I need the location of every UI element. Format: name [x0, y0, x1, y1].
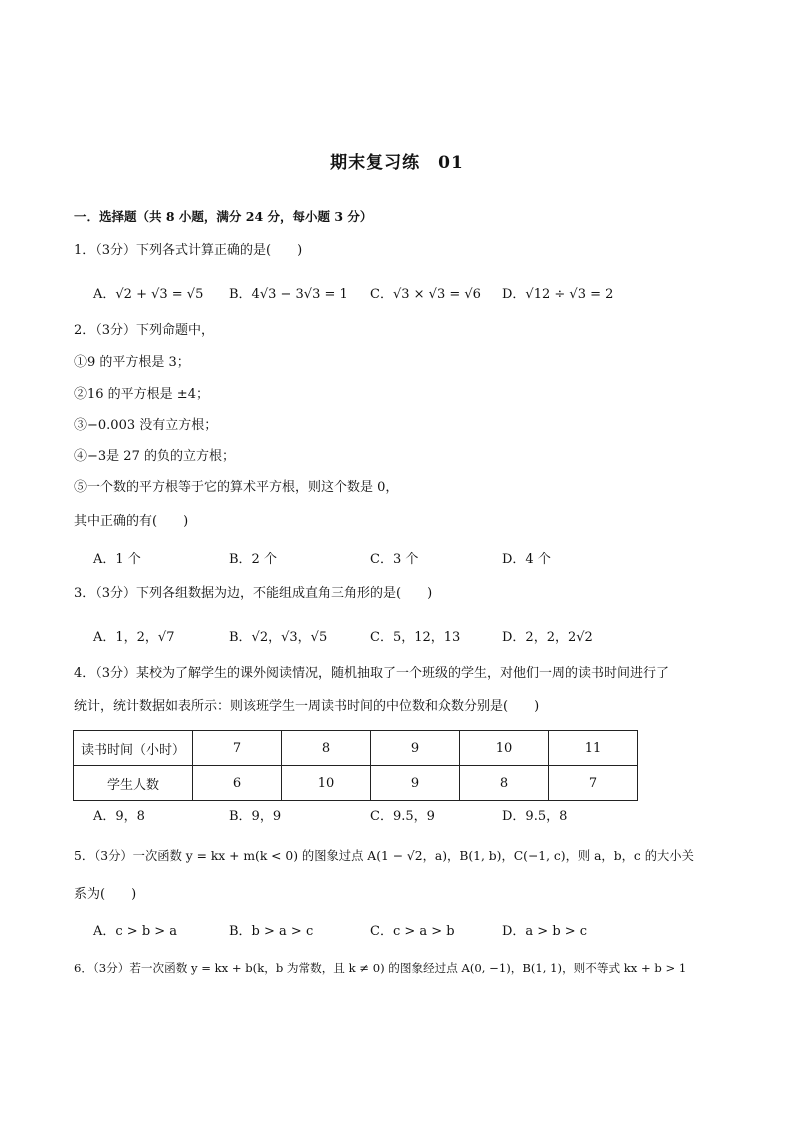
page-title: 期末复习练 01: [330, 153, 464, 173]
question-3-option-d: D．2，2，2√2: [502, 630, 593, 645]
question-4-option-d: D．9.5，8: [502, 809, 568, 824]
table-cell: 7: [549, 766, 638, 801]
table-cell: 8: [282, 731, 371, 766]
question-1-option-d: D．√12 ÷ √3 = 2: [502, 287, 614, 302]
table-cell: 10: [282, 766, 371, 801]
question-3-option-b: B．√2，√3，√5: [229, 630, 328, 645]
question-2-item-5: ⑤一个数的平方根等于它的算术平方根，则这个数是 0，: [74, 480, 399, 495]
table-cell: 9: [371, 766, 460, 801]
question-1-option-c: C．√3 × √3 = √6: [370, 287, 481, 302]
table-row-header: 学生人数: [74, 766, 193, 801]
question-4-option-b: B．9，9: [229, 809, 282, 824]
reading-time-table: [73, 730, 638, 801]
question-2-option-a: A．1 个: [93, 552, 141, 567]
question-2-option-b: B．2 个: [229, 552, 277, 567]
question-5-option-c: C．c > a > b: [370, 924, 455, 939]
question-5-option-d: D．a > b > c: [502, 924, 588, 939]
table-cell: 11: [549, 731, 638, 766]
question-5-option-a: A．c > b > a: [93, 924, 178, 939]
question-2-item-4: ④−3是 27 的负的立方根；: [74, 449, 235, 464]
table-cell: 10: [460, 731, 549, 766]
question-1-option-a: A．√2 + √3 = √5: [93, 287, 204, 302]
table-cell: 6: [193, 766, 282, 801]
question-4-option-a: A．9，8: [93, 809, 145, 824]
question-2-option-d: D．4 个: [502, 552, 551, 567]
question-3-option-c: C．5，12，13: [370, 630, 461, 645]
question-2-item-3: ③−0.003 没有立方根；: [74, 418, 218, 433]
question-2-item-2: ②16 的平方根是 ±4；: [74, 387, 209, 402]
table-row: [74, 731, 638, 766]
question-5-stem-line-2: 系为( ): [74, 887, 137, 902]
question-5-option-b: B．b > a > c: [229, 924, 314, 939]
question-3-stem: 3．（3分）下列各组数据为边，不能组成直角三角形的是( ): [74, 586, 433, 601]
question-5-stem-line-1: 5．（3分）一次函数 y = kx + m(k < 0) 的图象过点 A(1 − √2，a)，B(1, b)，C(−1, c)，则 a，b，c 的大小关: [74, 849, 694, 863]
question-1-stem: 1．（3分）下列各式计算正确的是( ): [74, 243, 303, 258]
table-cell: 7: [193, 731, 282, 766]
question-4-stem-line-2: 统计，统计数据如表所示：则该班学生一周读书时间的中位数和众数分别是( ): [74, 699, 540, 714]
question-2-stem: 2．（3分）下列命题中，: [74, 323, 215, 338]
question-2-ask: 其中正确的有( ): [74, 514, 189, 529]
question-2-option-c: C．3 个: [370, 552, 419, 567]
question-4-option-c: C．9.5，9: [370, 809, 435, 824]
table-row-header: 读书时间（小时）: [74, 731, 193, 766]
question-1-option-b: B．4√3 − 3√3 = 1: [229, 287, 348, 302]
question-3-option-a: A．1，2，√7: [93, 630, 175, 645]
table-cell: 8: [460, 766, 549, 801]
table-cell: 9: [371, 731, 460, 766]
table-row: [74, 766, 638, 801]
question-2-item-1: ①9 的平方根是 3；: [74, 355, 190, 370]
section-heading: 一．选择题（共 8 小题，满分 24 分，每小题 3 分）: [74, 209, 373, 224]
question-4-stem-line-1: 4．（3分）某校为了解学生的课外阅读情况，随机抽取了一个班级的学生，对他们一周的读书时间进行了: [74, 666, 670, 681]
question-6-stem-line-1: 6．（3分）若一次函数 y = kx + b(k，b 为常数，且 k ≠ 0) 的图象经过点 A(0, −1)，B(1, 1)，则不等式 kx + b > 1: [74, 961, 687, 975]
